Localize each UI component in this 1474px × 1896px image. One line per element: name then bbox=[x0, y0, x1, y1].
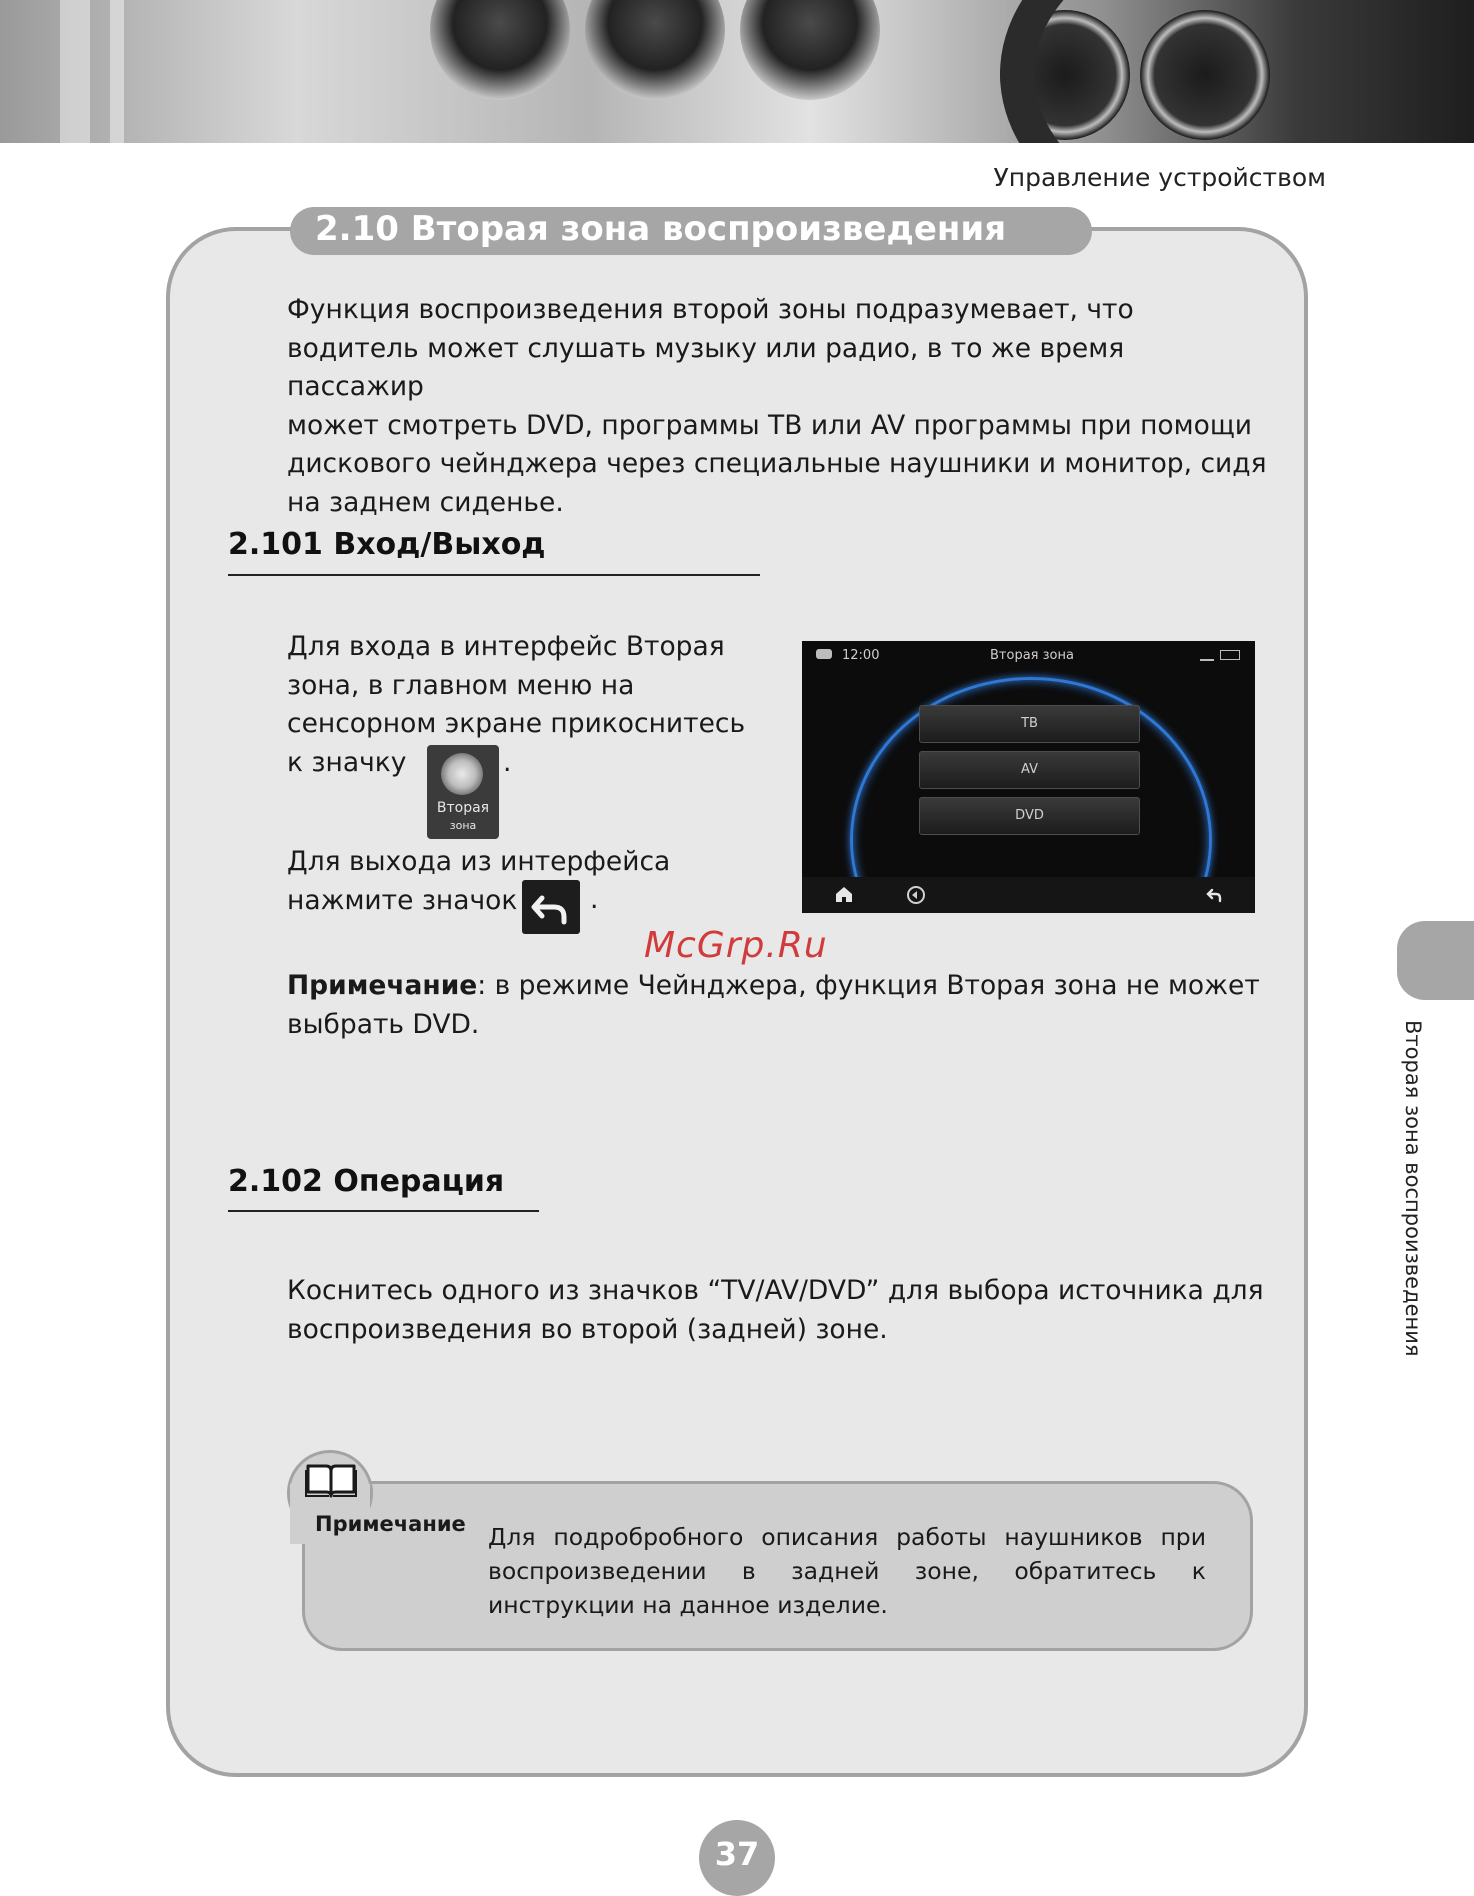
screen-status-bar bbox=[802, 641, 1255, 671]
operation-paragraph: Коснитесь одного из значков “TV/AV/DVD” для выбора источника для воспроизведения во второй (задней) зоне. bbox=[287, 1275, 1264, 1345]
screen-back-icon bbox=[1204, 885, 1224, 905]
screen-tv-button: ТВ bbox=[919, 705, 1140, 743]
screen-time: 12:00 bbox=[842, 648, 880, 663]
dashboard-knob-middle bbox=[585, 0, 725, 100]
page-number: 37 bbox=[714, 1835, 760, 1873]
screen-bottom-bar bbox=[802, 877, 1255, 913]
header-photo bbox=[0, 0, 1474, 143]
home-icon bbox=[834, 885, 854, 903]
note-bold-label: Примечание bbox=[287, 970, 478, 1001]
second-zone-icon: Вторая зона bbox=[427, 745, 499, 839]
note-text: Для подробробного описания работы наушников при воспроизведении в задней зоне, обратитесь к инструкции на данное изделие. bbox=[488, 1523, 1206, 1619]
section-title: 2.10 Вторая зона воспроизведения bbox=[315, 209, 1007, 249]
car-icon bbox=[816, 649, 832, 659]
subsection-heading-enter-exit: 2.101 Вход/Выход bbox=[228, 527, 546, 562]
book-icon bbox=[304, 1462, 358, 1500]
screen-dvd-button: DVD bbox=[919, 797, 1140, 835]
running-head: Управление устройством bbox=[993, 163, 1326, 192]
intro-paragraph: Функция воспроизведения второй зоны подразумевает, что водитель может слушать музыку или радио, в то же время пассажир может смотреть DVD, программы ТВ или AV программы при помощи дискового чейнджера через специальные наушники и монитор, сидя на заднем сиденье. bbox=[287, 294, 1267, 518]
steering-wheel bbox=[1000, 0, 1474, 143]
dashboard-knob-right bbox=[740, 0, 880, 100]
screen-av-button: AV bbox=[919, 751, 1140, 789]
disc-icon bbox=[441, 753, 483, 795]
mute-icon bbox=[906, 885, 926, 905]
changer-note: Примечание: в режиме Чейнджера, функция Вторая зона не может выбрать DVD. bbox=[287, 970, 1260, 1040]
side-tab bbox=[1397, 921, 1474, 1000]
subsection-heading-operation: 2.102 Операция bbox=[228, 1164, 505, 1199]
enter-period: . bbox=[503, 747, 512, 778]
exit-instructions: Для выхода из интерфейса нажмите значок bbox=[287, 846, 671, 916]
device-screen bbox=[802, 641, 1255, 913]
exit-period: . bbox=[590, 884, 599, 915]
note-label: Примечание bbox=[315, 1512, 466, 1536]
watermark: McGrp.Ru bbox=[644, 925, 828, 966]
heading-underline bbox=[228, 574, 760, 576]
dashboard-knob-left bbox=[430, 0, 570, 100]
battery-icon bbox=[1220, 650, 1240, 660]
enter-instructions: Для входа в интерфейс Вторая зона, в главном меню на сенсорном экране прикоснитесь к значку bbox=[287, 631, 746, 778]
back-arrow-icon bbox=[522, 880, 580, 934]
signal-icon bbox=[1200, 650, 1214, 661]
heading-underline bbox=[228, 1210, 539, 1212]
side-tab-label: Вторая зона воспроизведения bbox=[1401, 1020, 1425, 1357]
screen-title: Вторая зона bbox=[990, 648, 1074, 663]
